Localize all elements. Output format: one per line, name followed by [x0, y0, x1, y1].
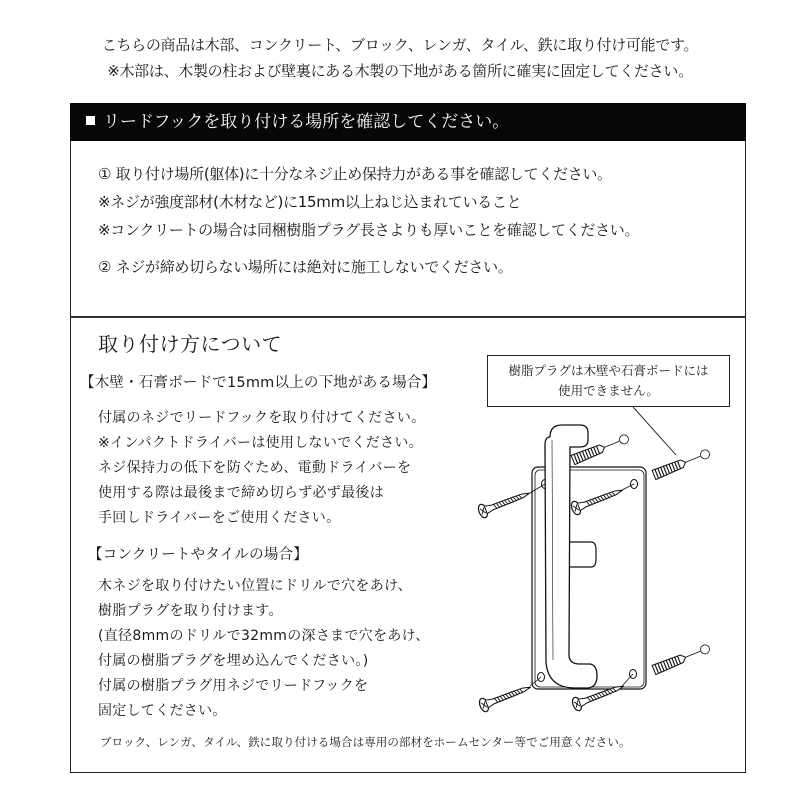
footnote: ブロック、レンガ、タイル、鉄に取り付ける場合は専用の部材をホームセンター等でご用意ください。: [100, 735, 631, 749]
concrete-line-2: 樹脂プラグを取り付けます。: [98, 603, 283, 619]
section-divider: [70, 316, 746, 318]
square-bullet-icon: [86, 116, 95, 125]
concrete-line-5: 付属の樹脂プラグ用ネジでリードフックを: [98, 678, 369, 694]
wood-heading: 【木壁・石膏ボードで15mm以上の下地がある場合】: [80, 375, 437, 391]
intro-line-1: こちらの商品は木部、コンクリート、ブロック、レンガ、タイル、鉄に取り付け可能です。: [101, 36, 699, 54]
section-header: [70, 103, 746, 141]
check-line-1: ① 取り付け場所(躯体)に十分なネジ止め保持力がある事を確認してください。: [98, 165, 612, 183]
wood-line-2: ※インパクトドライバーは使用しないでください。: [98, 435, 423, 451]
section-header-text: リードフックを取り付ける場所を確認してください。: [103, 112, 510, 132]
wood-line-3: ネジ保持力の低下を防ぐため、電動ドライバーを: [98, 460, 412, 476]
concrete-line-1: 木ネジを取り付けたい位置にドリルで穴をあけ、: [98, 578, 413, 594]
concrete-line-4: 付属の樹脂プラグを埋め込んでください。): [98, 653, 369, 669]
check-line-2: ※ネジが強度部材(木材など)に15mm以上ねじ込まれていること: [98, 193, 522, 211]
wood-line-1: 付属のネジでリードフックを取り付けてください。: [98, 410, 426, 426]
check-line-4: ② ネジが締め切らない場所には絶対に施工しないでください。: [98, 258, 513, 276]
callout-line-2: 使用できません。: [558, 383, 659, 398]
check-line-3: ※コンクリートの場合は同梱樹脂プラグ長さよりも厚いことを確認してください。: [98, 221, 640, 239]
concrete-line-3: (直径8mmのドリルで32mmの深さまで穴をあけ、: [98, 628, 430, 644]
concrete-heading: 【コンクリートやタイルの場合】: [88, 547, 308, 563]
intro-line-2: ※木部は、木製の柱および壁裏にある木製の下地がある箇所に確実に固定してください。: [107, 62, 693, 80]
plug-warning-callout: [487, 355, 730, 407]
concrete-line-6: 固定してください。: [98, 703, 227, 719]
howto-title: 取り付け方について: [98, 332, 283, 356]
wood-line-4: 使用する際は最後まで締め切らず必ず最後は: [98, 485, 384, 501]
callout-line-1: 樹脂プラグは木壁や石膏ボードには: [508, 363, 709, 378]
wood-line-5: 手回しドライバーをご使用ください。: [98, 510, 341, 526]
hook-installation-illustration: [470, 405, 730, 730]
